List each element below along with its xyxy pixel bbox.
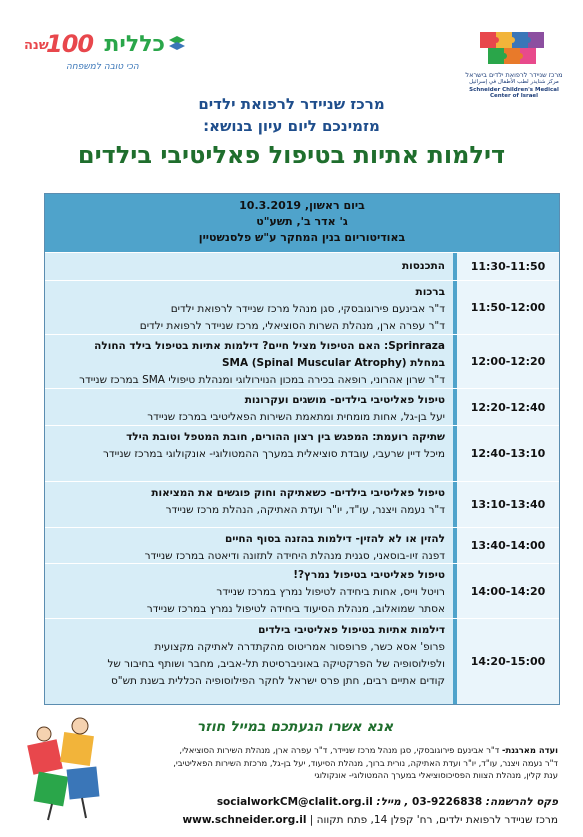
session-details xyxy=(45,281,453,334)
session-details xyxy=(45,528,453,563)
clalit-shana: שנה xyxy=(24,38,49,53)
session-speaker: קודים אתיים רבים, חתן פרס ישראל לחקר הפילוסופיה הכללית בשנת תש"ס xyxy=(110,675,445,687)
program-row xyxy=(45,618,559,704)
session-details xyxy=(45,619,453,704)
committee-line-1: ד"ר אבינעם פירוגובסקי, סגן מנהל מרכז שניידר, ד"ר עפרה ארן, מנהלת השירות הסוציאלי, xyxy=(179,745,503,755)
program-row xyxy=(45,481,559,527)
session-speaker: ד"ר שרון אהרוני, רופאה בכירה במכון הנוירולוגי ומנהלת טיפולי SMA במרכז שניידר xyxy=(79,374,445,386)
session-time: 11:30-11:50 xyxy=(453,253,559,280)
session-speaker: דפנה זיו-בוסאני, סגנית מנהלת היחידה לתזונה ודיאטה במרכז שניידר xyxy=(144,550,445,562)
session-details xyxy=(45,335,453,388)
registration-line xyxy=(110,796,558,808)
session-title: טיפול פאליטיבי בילדים- מושגים ועקרונות xyxy=(244,394,445,406)
invitation-line: מזמינכם ליום עיון בנושא: xyxy=(203,117,380,135)
session-time: 11:50-12:00 xyxy=(453,281,559,334)
clalit-name: כללית xyxy=(104,32,165,57)
clalit-tagline: הכי טובה למשפחה xyxy=(66,62,139,72)
session-title: ברכות xyxy=(415,286,445,298)
session-title: התכנסות xyxy=(401,260,445,272)
session-speaker: ד"ר אבינעם פירוגובסקי, סגן מנהל מרכז שניידר לרפואת ילדים xyxy=(170,303,445,315)
program-row xyxy=(45,527,559,563)
session-time: 12:20-12:40 xyxy=(453,389,559,425)
fax-number: 03-9226838 xyxy=(412,796,483,808)
website-link[interactable]: www.schneider.org.il xyxy=(182,814,307,826)
session-details xyxy=(45,426,453,481)
program-table xyxy=(44,193,560,705)
committee-line-3: ענת קלין, מנהלת הצוות הפסיכוסוציאלי במערך ההמטולוגי- אונקולוגי xyxy=(314,770,558,781)
organizer-title: מרכז שניידר לרפואת ילדים xyxy=(198,95,385,113)
session-speaker: ולפילוסופיה של הפרקטיקה באוניברסיטת תל-אביב, מחבר ושותף בחיבור של xyxy=(107,658,445,670)
session-speaker: ד"ר עפרה ארן, מנהלת השרות הסוציאלי, מרכז שניידר לרפואת ילדים xyxy=(139,320,445,332)
session-speaker: יעל בן-גל, אחות מומחית ומתאמת השירות הפאליטיבי במרכז שניידר xyxy=(147,411,445,423)
event-hebrew-date: ג' אדר ב', תשע"ט xyxy=(256,215,348,228)
session-speaker: מיכל דיין שרעבי, עובדת סוציאלית במערך ההמטולוגי- אונקולוגי במרכז שניידר xyxy=(102,448,445,460)
session-time: 14:00-14:20 xyxy=(453,564,559,618)
event-date: ביום ראשון, 10.3.2019 xyxy=(239,199,365,212)
mail-label: , מייל: xyxy=(372,796,413,808)
session-time: 13:10-13:40 xyxy=(453,482,559,527)
program-row xyxy=(45,388,559,425)
session-speaker: ד"ר נעמה ויצנר, עו"ד, יו"ר ועדת האתיקה, הנהלת מרכז שניידר xyxy=(165,504,445,516)
clalit-years: 100 xyxy=(46,30,94,58)
puzzle-logo-icon xyxy=(478,28,550,70)
session-time: 13:40-14:00 xyxy=(453,528,559,563)
session-speaker: רויטל וייס, אחות ביחידה לטיפול נמרץ במרכז שניידר xyxy=(216,586,445,598)
address-text: מרכז שניידר לרפואת ילדים, רח' קפלן 14, פתח תקווה | xyxy=(306,814,558,826)
program-rows xyxy=(45,252,559,704)
schneider-heb-name: מרכז שניידר לרפואת ילדים בישראל xyxy=(465,71,563,79)
committee-label: ועדה מארגנת- xyxy=(502,745,558,755)
program-row xyxy=(45,334,559,388)
session-speaker: פרופ' אסא כשר, פרופסור אמריטוס מהקתדרה לאתיקה מקצועית xyxy=(154,641,445,653)
session-details xyxy=(45,564,453,618)
fax-label: פקס להרשמה: xyxy=(482,796,558,808)
session-time: 12:40-13:10 xyxy=(453,426,559,481)
address-line xyxy=(96,814,558,826)
kids-puzzle-illustration xyxy=(22,712,110,824)
clalit-logo xyxy=(22,28,187,78)
session-title: להזין או לא להזין- דילמות בהזנה בסוף החיים xyxy=(224,533,445,545)
event-venue: באודיטוריום בנין המחקר ע"ש פלסנשטיין xyxy=(198,231,406,244)
session-details xyxy=(45,389,453,425)
kids-puzzle-icon xyxy=(22,712,110,824)
session-time: 14:20-15:00 xyxy=(453,619,559,704)
rsvp-tagline: אנא אשרו הגעתכם במייל חוזר xyxy=(196,719,394,735)
program-row xyxy=(45,563,559,618)
schneider-logo xyxy=(458,28,570,99)
session-title: שתיקה רועמת: המפגש בין רצון ההורים, חובת המטפל וטובת הילד xyxy=(126,431,445,443)
event-details-header xyxy=(45,194,559,252)
program-row xyxy=(45,280,559,334)
session-speaker: במחלת SMA (Spinal Muscular Atrophy) xyxy=(221,357,445,369)
committee-line-2: ד"ר נעמה ויצנר, עו"ד, יו"ר ועדת האתיקה, נורית ברוך, מנהלת הסיעוד, יעל בן-גל, מרכזת השירות הפאליטיבי, xyxy=(173,757,558,768)
session-title: Sprinraza: האם הטיפול מציל חיים? דילמות אתיות בטיפול בילד החולה xyxy=(94,340,445,352)
event-subject: דילמות אתיות בטיפול פאליטיבי בילדים xyxy=(77,141,506,169)
session-time: 12:00-12:20 xyxy=(453,335,559,388)
session-details xyxy=(45,482,453,527)
clalit-mark-icon xyxy=(167,34,187,54)
session-speaker: אסתר שמואלוב, מנהלת הסיעוד ביחידה לטיפול נמרץ במרכז שניידר xyxy=(146,603,445,615)
program-row xyxy=(45,425,559,481)
session-title: דילמות אתיות בטיפול פאליטיבי בילדים xyxy=(258,624,445,636)
email-link[interactable]: socialworkCM@clalit.org.il xyxy=(216,796,373,808)
session-title: טיפול פאליטיבי בטיפול נמרץ?! xyxy=(293,569,445,581)
schneider-eng-name: Schneider Children's Medical Center of Israel xyxy=(469,87,559,99)
schneider-arab-name: مركز شنايدر لطب الأطفال في إسرائيل xyxy=(469,79,559,85)
program-row xyxy=(45,252,559,280)
organizing-committee xyxy=(110,744,558,782)
session-title: טיפול פאליטיבי בילדים- כשאתיקה וחוק פוגשים את המציאות xyxy=(151,487,445,499)
session-details xyxy=(45,253,453,280)
